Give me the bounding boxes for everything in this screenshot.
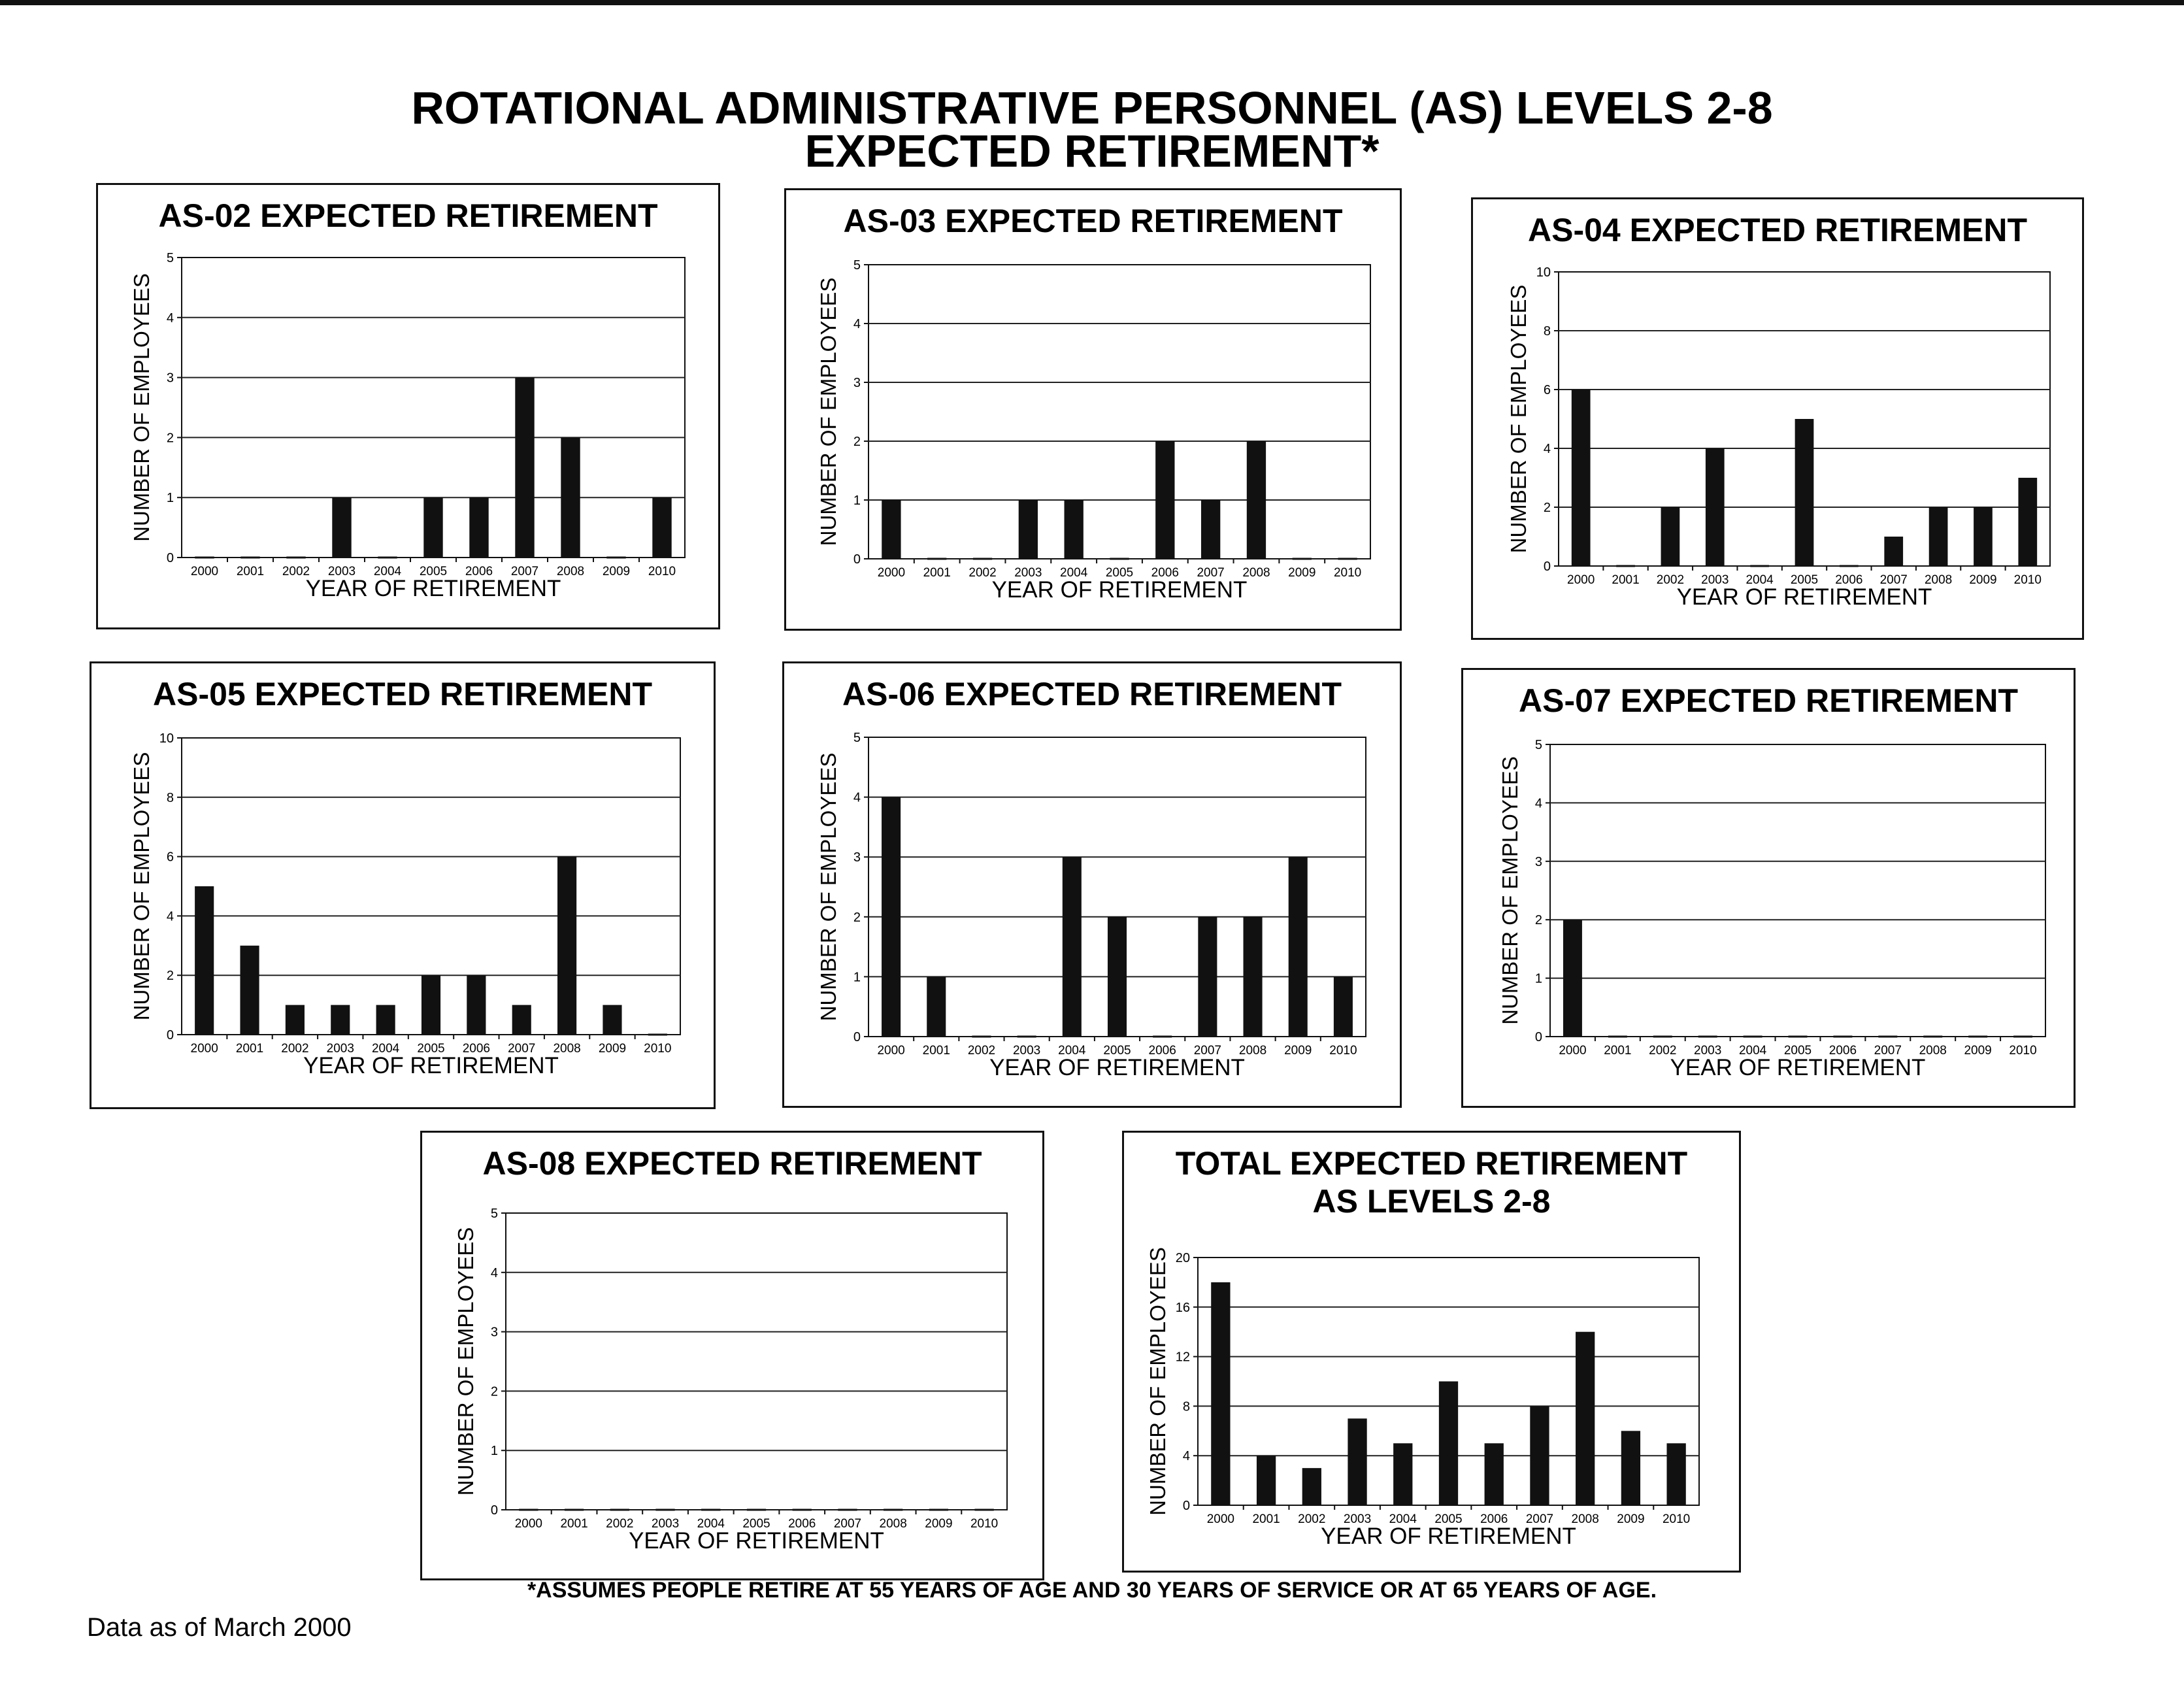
y-tick-label: 3 bbox=[853, 376, 861, 390]
page-title-line-2: EXPECTED RETIREMENT* bbox=[804, 125, 1380, 176]
chart-panel-as-08 bbox=[420, 1131, 1044, 1580]
y-tick-label: 0 bbox=[853, 552, 861, 567]
x-axis-label: YEAR OF RETIREMENT bbox=[989, 1055, 1245, 1080]
chart-panel-as-07 bbox=[1461, 668, 2076, 1108]
x-tick-label-2010: 2010 bbox=[648, 565, 676, 578]
plot-area bbox=[1550, 744, 2045, 1037]
x-tick-label-2003: 2003 bbox=[326, 1042, 354, 1056]
bar-2008 bbox=[1244, 917, 1263, 1037]
plot-area bbox=[869, 265, 1370, 559]
chart-title: AS-07 EXPECTED RETIREMENT bbox=[1518, 682, 2018, 719]
y-tick-label: 1 bbox=[490, 1444, 498, 1459]
x-tick-label-2003: 2003 bbox=[1343, 1512, 1372, 1526]
bar-2000 bbox=[195, 886, 214, 1035]
x-tick-label-2006: 2006 bbox=[1151, 566, 1179, 580]
x-tick-label-2009: 2009 bbox=[602, 565, 631, 578]
y-tick-label: 2 bbox=[1543, 501, 1551, 515]
x-tick-label-2008: 2008 bbox=[553, 1042, 581, 1056]
y-tick-label: 20 bbox=[1175, 1251, 1190, 1265]
bar-2003 bbox=[1019, 500, 1038, 559]
chart-svg bbox=[784, 663, 1400, 1106]
x-tick-label-2004: 2004 bbox=[1738, 1044, 1767, 1058]
x-tick-label-2008: 2008 bbox=[1919, 1044, 1947, 1058]
x-tick-label-2000: 2000 bbox=[877, 566, 906, 580]
x-tick-label-2006: 2006 bbox=[462, 1042, 491, 1056]
x-tick-label-2003: 2003 bbox=[327, 565, 356, 578]
bar-2003 bbox=[1348, 1418, 1366, 1505]
x-tick-label-2006: 2006 bbox=[465, 565, 493, 578]
x-tick-label-2000: 2000 bbox=[1559, 1044, 1587, 1058]
x-tick-label-2002: 2002 bbox=[968, 566, 997, 580]
x-tick-label-2000: 2000 bbox=[514, 1517, 543, 1531]
x-tick-label-2005: 2005 bbox=[1790, 573, 1819, 587]
x-tick-label-2007: 2007 bbox=[1525, 1512, 1554, 1526]
x-tick-label-2000: 2000 bbox=[1567, 573, 1595, 587]
x-tick-label-2003: 2003 bbox=[1014, 566, 1042, 580]
y-tick-label: 3 bbox=[490, 1325, 498, 1340]
bar-2004 bbox=[1393, 1443, 1412, 1505]
y-tick-label: 8 bbox=[1182, 1399, 1190, 1414]
y-tick-label: 10 bbox=[1536, 265, 1551, 280]
x-tick-label-2003: 2003 bbox=[1701, 573, 1729, 587]
y-axis-label: NUMBER OF EMPLOYEES bbox=[129, 273, 154, 542]
bar-2004 bbox=[376, 1005, 395, 1035]
chart-title: AS-06 EXPECTED RETIREMENT bbox=[842, 676, 1342, 712]
x-tick-label-2003: 2003 bbox=[1694, 1044, 1722, 1058]
y-tick-label: 0 bbox=[166, 1028, 174, 1042]
x-axis-label: YEAR OF RETIREMENT bbox=[305, 576, 561, 601]
x-tick-label-2008: 2008 bbox=[879, 1517, 907, 1531]
x-axis-label: YEAR OF RETIREMENT bbox=[1670, 1055, 1926, 1080]
chart-title: AS-08 EXPECTED RETIREMENT bbox=[482, 1145, 982, 1182]
bar-2002 bbox=[286, 1005, 305, 1035]
bar-2001 bbox=[927, 976, 946, 1037]
bar-2004 bbox=[1063, 857, 1082, 1037]
chart-title: AS-03 EXPECTED RETIREMENT bbox=[843, 203, 1343, 239]
chart-title: TOTAL EXPECTED RETIREMENT bbox=[1175, 1145, 1688, 1182]
x-tick-label-2004: 2004 bbox=[1058, 1044, 1086, 1058]
y-tick-label: 5 bbox=[1534, 738, 1542, 752]
bar-2005 bbox=[422, 975, 440, 1035]
y-axis-label: NUMBER OF EMPLOYEES bbox=[454, 1227, 478, 1496]
y-tick-label: 2 bbox=[1534, 913, 1542, 928]
bar-2006 bbox=[1485, 1443, 1504, 1505]
x-tick-label-2004: 2004 bbox=[373, 565, 402, 578]
y-tick-label: 3 bbox=[166, 371, 174, 386]
bar-2006 bbox=[1155, 441, 1174, 559]
x-tick-label-2006: 2006 bbox=[1828, 1044, 1857, 1058]
bar-2002 bbox=[1302, 1468, 1321, 1505]
x-tick-label-2010: 2010 bbox=[2013, 573, 2042, 587]
data-as-of-note: Data as of March 2000 bbox=[87, 1613, 352, 1642]
x-tick-label-2004: 2004 bbox=[697, 1517, 725, 1531]
x-tick-label-2006: 2006 bbox=[1835, 573, 1863, 587]
x-tick-label-2005: 2005 bbox=[419, 565, 448, 578]
top-border-rule bbox=[0, 0, 2184, 5]
y-tick-label: 3 bbox=[853, 850, 861, 865]
chart-panel-total bbox=[1122, 1131, 1741, 1573]
x-tick-label-2002: 2002 bbox=[967, 1044, 996, 1058]
y-tick-label: 4 bbox=[1182, 1449, 1190, 1464]
y-tick-label: 5 bbox=[166, 251, 174, 265]
x-tick-label-2001: 2001 bbox=[1252, 1512, 1280, 1526]
bar-2000 bbox=[1211, 1282, 1230, 1505]
chart-svg bbox=[98, 185, 718, 627]
y-tick-label: 0 bbox=[166, 551, 174, 565]
y-tick-label: 16 bbox=[1175, 1300, 1190, 1315]
bar-2003 bbox=[1706, 448, 1725, 566]
chart-svg bbox=[1463, 670, 2074, 1106]
y-tick-label: 8 bbox=[1543, 324, 1551, 339]
bar-2001 bbox=[1257, 1456, 1276, 1505]
x-tick-label-2007: 2007 bbox=[1879, 573, 1908, 587]
x-tick-label-2004: 2004 bbox=[1389, 1512, 1417, 1526]
bar-2009 bbox=[1974, 507, 1993, 566]
plot-area bbox=[506, 1213, 1007, 1510]
chart-panel-as-02 bbox=[96, 183, 720, 629]
x-tick-label-2004: 2004 bbox=[1060, 566, 1088, 580]
y-tick-label: 3 bbox=[1534, 854, 1542, 869]
bar-2007 bbox=[515, 378, 534, 558]
y-tick-label: 0 bbox=[1543, 559, 1551, 574]
chart-title: AS-05 EXPECTED RETIREMENT bbox=[152, 676, 652, 712]
x-tick-label-2002: 2002 bbox=[1298, 1512, 1326, 1526]
bar-2000 bbox=[882, 797, 901, 1037]
y-tick-label: 6 bbox=[166, 850, 174, 865]
x-tick-label-2009: 2009 bbox=[925, 1517, 953, 1531]
x-tick-label-2005: 2005 bbox=[742, 1517, 770, 1531]
bar-2005 bbox=[1795, 419, 1814, 566]
x-tick-label-2010: 2010 bbox=[1329, 1044, 1357, 1058]
x-tick-label-2005: 2005 bbox=[1103, 1044, 1131, 1058]
chart-svg bbox=[422, 1133, 1042, 1578]
x-axis-label: YEAR OF RETIREMENT bbox=[1321, 1524, 1576, 1549]
bar-2010 bbox=[652, 497, 671, 558]
bar-2009 bbox=[1289, 857, 1308, 1037]
x-tick-label-2008: 2008 bbox=[1242, 566, 1270, 580]
bar-2010 bbox=[1334, 976, 1353, 1037]
bar-2003 bbox=[331, 1005, 350, 1035]
y-tick-label: 4 bbox=[490, 1265, 498, 1280]
x-tick-label-2001: 2001 bbox=[922, 1044, 950, 1058]
y-tick-label: 1 bbox=[853, 493, 861, 508]
bar-2009 bbox=[1621, 1431, 1640, 1505]
y-tick-label: 4 bbox=[166, 310, 174, 325]
x-axis-label: YEAR OF RETIREMENT bbox=[629, 1528, 884, 1554]
bar-2000 bbox=[1563, 920, 1582, 1037]
y-tick-label: 5 bbox=[853, 258, 861, 273]
bar-2007 bbox=[1530, 1406, 1549, 1505]
bar-2007 bbox=[1884, 537, 1903, 566]
bar-2002 bbox=[1661, 507, 1680, 566]
y-axis-label: NUMBER OF EMPLOYEES bbox=[1498, 756, 1522, 1025]
y-tick-label: 8 bbox=[166, 790, 174, 805]
bar-2008 bbox=[557, 857, 576, 1035]
chart-title: AS-02 EXPECTED RETIREMENT bbox=[158, 197, 658, 234]
x-tick-label-2007: 2007 bbox=[1197, 566, 1225, 580]
y-axis-label: NUMBER OF EMPLOYEES bbox=[1506, 284, 1530, 554]
y-tick-label: 4 bbox=[166, 909, 174, 924]
x-tick-label-2000: 2000 bbox=[190, 1042, 218, 1056]
bar-2006 bbox=[469, 497, 488, 558]
x-tick-label-2007: 2007 bbox=[833, 1517, 862, 1531]
y-tick-label: 1 bbox=[853, 970, 861, 985]
chart-subtitle: AS LEVELS 2-8 bbox=[1312, 1183, 1551, 1220]
y-tick-label: 12 bbox=[1175, 1350, 1190, 1365]
y-axis-label: NUMBER OF EMPLOYEES bbox=[816, 277, 840, 546]
x-tick-label-2009: 2009 bbox=[1969, 573, 1997, 587]
bar-2008 bbox=[1929, 507, 1948, 566]
x-tick-label-2003: 2003 bbox=[651, 1517, 680, 1531]
chart-panel-as-03 bbox=[784, 188, 1402, 631]
y-tick-label: 0 bbox=[490, 1503, 498, 1518]
x-tick-label-2006: 2006 bbox=[1148, 1044, 1176, 1058]
chart-panel-as-06 bbox=[782, 661, 1402, 1108]
bar-2009 bbox=[603, 1005, 621, 1035]
x-tick-label-2009: 2009 bbox=[1288, 566, 1316, 580]
x-tick-label-2010: 2010 bbox=[2009, 1044, 2037, 1058]
x-tick-label-2003: 2003 bbox=[1012, 1044, 1041, 1058]
chart-panel-as-05 bbox=[90, 661, 716, 1109]
x-tick-label-2000: 2000 bbox=[877, 1044, 905, 1058]
x-tick-label-2001: 2001 bbox=[235, 1042, 264, 1056]
x-tick-label-2005: 2005 bbox=[1105, 566, 1134, 580]
y-tick-label: 0 bbox=[1534, 1030, 1542, 1044]
bar-2010 bbox=[1666, 1443, 1685, 1505]
x-tick-label-2009: 2009 bbox=[1964, 1044, 1992, 1058]
y-tick-label: 1 bbox=[166, 491, 174, 506]
bar-2007 bbox=[512, 1005, 531, 1035]
x-tick-label-2006: 2006 bbox=[788, 1517, 816, 1531]
x-tick-label-2009: 2009 bbox=[1284, 1044, 1312, 1058]
x-tick-label-2002: 2002 bbox=[281, 1042, 309, 1056]
y-tick-label: 2 bbox=[166, 431, 174, 446]
x-tick-label-2002: 2002 bbox=[1649, 1044, 1677, 1058]
x-tick-label-2004: 2004 bbox=[371, 1042, 400, 1056]
bar-2004 bbox=[1065, 500, 1084, 559]
x-tick-label-2000: 2000 bbox=[190, 565, 219, 578]
y-tick-label: 6 bbox=[1543, 383, 1551, 397]
x-tick-label-2001: 2001 bbox=[1612, 573, 1640, 587]
page-title-line-1: ROTATIONAL ADMINISTRATIVE PERSONNEL (AS) LEVELS 2-8 bbox=[411, 82, 1773, 133]
y-axis-label: NUMBER OF EMPLOYEES bbox=[1146, 1247, 1170, 1516]
x-axis-label: YEAR OF RETIREMENT bbox=[303, 1053, 559, 1078]
x-tick-label-2001: 2001 bbox=[236, 565, 265, 578]
bar-2005 bbox=[1108, 917, 1127, 1037]
x-tick-label-2002: 2002 bbox=[606, 1517, 634, 1531]
x-tick-label-2009: 2009 bbox=[1617, 1512, 1645, 1526]
y-tick-label: 0 bbox=[853, 1030, 861, 1044]
y-tick-label: 5 bbox=[853, 731, 861, 745]
y-tick-label: 4 bbox=[853, 317, 861, 331]
y-tick-label: 0 bbox=[1182, 1499, 1190, 1513]
bar-2005 bbox=[423, 497, 442, 558]
y-tick-label: 4 bbox=[853, 790, 861, 805]
y-tick-label: 10 bbox=[159, 731, 174, 746]
chart-svg bbox=[786, 190, 1400, 629]
y-tick-label: 2 bbox=[853, 910, 861, 925]
x-tick-label-2008: 2008 bbox=[1924, 573, 1953, 587]
x-tick-label-2007: 2007 bbox=[508, 1042, 536, 1056]
bar-2000 bbox=[1572, 390, 1591, 566]
x-tick-label-2008: 2008 bbox=[556, 565, 585, 578]
bar-2001 bbox=[240, 946, 259, 1035]
bar-2000 bbox=[882, 500, 901, 559]
y-tick-label: 5 bbox=[490, 1207, 498, 1221]
x-tick-label-2007: 2007 bbox=[1193, 1044, 1222, 1058]
x-tick-label-2002: 2002 bbox=[282, 565, 310, 578]
x-tick-label-2005: 2005 bbox=[1434, 1512, 1463, 1526]
y-tick-label: 2 bbox=[853, 435, 861, 449]
x-tick-label-2002: 2002 bbox=[1656, 573, 1685, 587]
bar-2010 bbox=[2018, 478, 2037, 566]
x-tick-label-2009: 2009 bbox=[598, 1042, 627, 1056]
x-tick-label-2005: 2005 bbox=[417, 1042, 445, 1056]
x-tick-label-2007: 2007 bbox=[1874, 1044, 1902, 1058]
x-tick-label-2010: 2010 bbox=[970, 1517, 999, 1531]
chart-panel-as-04 bbox=[1471, 197, 2084, 640]
y-tick-label: 2 bbox=[166, 969, 174, 984]
x-tick-label-2001: 2001 bbox=[560, 1517, 588, 1531]
x-tick-label-2004: 2004 bbox=[1746, 573, 1774, 587]
bar-2007 bbox=[1198, 917, 1217, 1037]
bar-2005 bbox=[1439, 1382, 1458, 1506]
chart-svg bbox=[91, 663, 714, 1107]
x-tick-label-2008: 2008 bbox=[1238, 1044, 1267, 1058]
x-axis-label: YEAR OF RETIREMENT bbox=[991, 577, 1248, 603]
x-tick-label-2000: 2000 bbox=[1206, 1512, 1235, 1526]
y-tick-label: 4 bbox=[1534, 796, 1542, 811]
chart-title: AS-04 EXPECTED RETIREMENT bbox=[1527, 212, 2027, 248]
x-tick-label-2010: 2010 bbox=[1662, 1512, 1691, 1526]
x-tick-label-2006: 2006 bbox=[1480, 1512, 1508, 1526]
bar-2003 bbox=[332, 497, 351, 558]
x-tick-label-2001: 2001 bbox=[1604, 1044, 1632, 1058]
x-axis-label: YEAR OF RETIREMENT bbox=[1676, 584, 1932, 610]
bar-2006 bbox=[467, 975, 486, 1035]
x-tick-label-2008: 2008 bbox=[1571, 1512, 1599, 1526]
chart-svg bbox=[1473, 199, 2082, 638]
x-tick-label-2001: 2001 bbox=[923, 566, 951, 580]
x-tick-label-2010: 2010 bbox=[644, 1042, 672, 1056]
y-axis-label: NUMBER OF EMPLOYEES bbox=[816, 752, 840, 1022]
x-tick-label-2007: 2007 bbox=[510, 565, 539, 578]
y-axis-label: NUMBER OF EMPLOYEES bbox=[129, 752, 154, 1021]
bar-2008 bbox=[1247, 441, 1266, 559]
x-tick-label-2005: 2005 bbox=[1783, 1044, 1812, 1058]
bar-2008 bbox=[1576, 1332, 1595, 1505]
y-tick-label: 4 bbox=[1543, 442, 1551, 456]
bar-2008 bbox=[561, 437, 580, 558]
x-tick-label-2010: 2010 bbox=[1333, 566, 1362, 580]
y-tick-label: 2 bbox=[490, 1384, 498, 1399]
footnote: *ASSUMES PEOPLE RETIRE AT 55 YEARS OF AGE AND 30 YEARS OF SERVICE OR AT 65 YEARS OF AGE. bbox=[527, 1578, 1657, 1603]
y-tick-label: 1 bbox=[1534, 971, 1542, 986]
bar-2007 bbox=[1201, 500, 1220, 559]
